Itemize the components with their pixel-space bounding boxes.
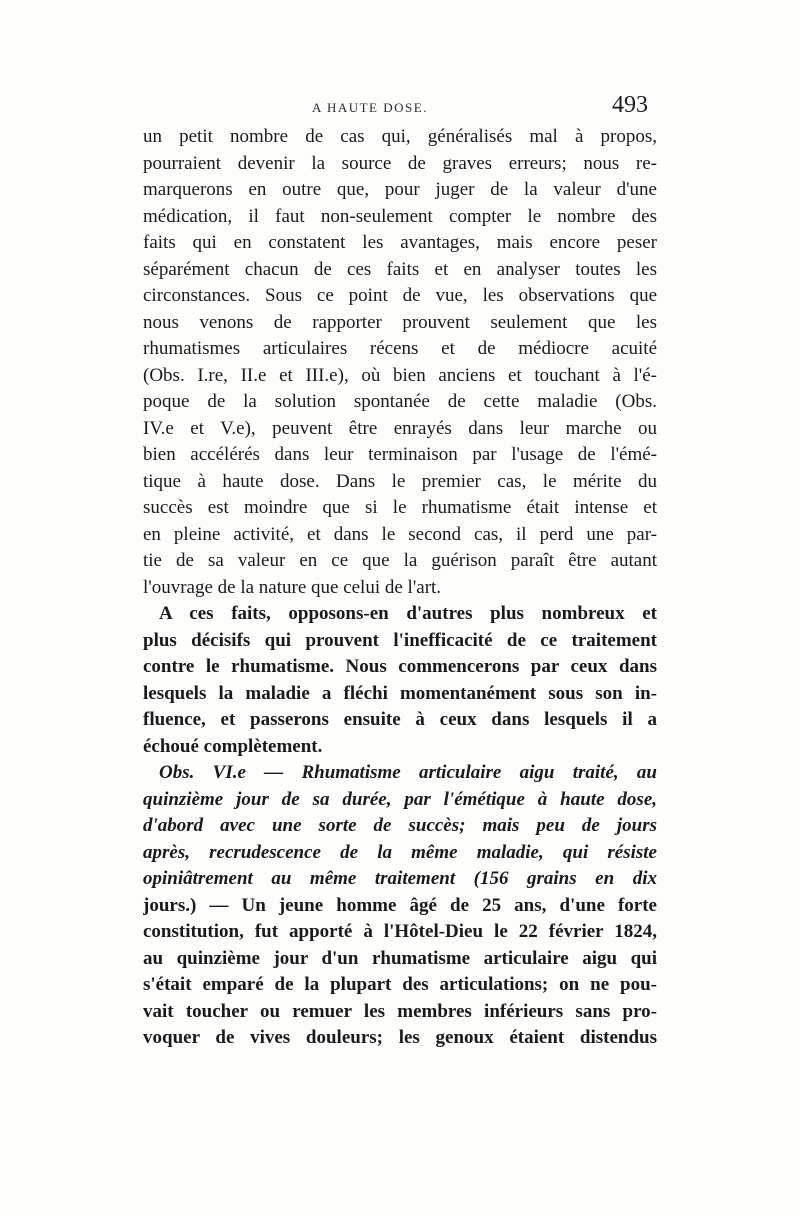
text-line: (Obs. I.re, II.e et III.e), où bien anciens et touchant à l'é- bbox=[143, 364, 657, 386]
text-line: constitution, fut apporté à l'Hôtel-Dieu le 22 février 1824, bbox=[143, 921, 657, 942]
text-line: contre le rhumatisme. Nous commencerons par ceux dans bbox=[143, 656, 657, 677]
text-line: A ces faits, opposons-en d'autres plus nombreux et bbox=[159, 603, 657, 624]
text-line: IV.e et V.e), peuvent être enrayés dans leur marche ou bbox=[143, 417, 657, 439]
text-line: l'ouvrage de la nature que celui de l'art. bbox=[143, 576, 442, 598]
text-line: d'abord avec une sorte de succès; mais peu de jours bbox=[143, 815, 657, 836]
text-line: plus décisifs qui prouvent l'inefficacité de ce traitement bbox=[143, 629, 657, 651]
text-line: au quinzième jour d'un rhumatisme articulaire aigu qui bbox=[143, 947, 657, 969]
text-line: en pleine activité, et dans le second cas, il perd une par- bbox=[143, 523, 657, 545]
text-line: échoué complètement. bbox=[143, 735, 323, 757]
text-line: poque de la solution spontanée de cette maladie (Obs. bbox=[143, 391, 657, 412]
text-line: voquer de vives douleurs; les genoux étaient distendus bbox=[143, 1027, 657, 1048]
text-line: séparément chacun de ces faits et en analyser toutes les bbox=[143, 258, 657, 280]
text-line: marquerons en outre que, pour juger de la valeur d'une bbox=[143, 179, 657, 200]
text-line: nous venons de rapporter prouvent seulement que les bbox=[143, 311, 657, 333]
text-line: faits qui en constatent les avantages, mais encore peser bbox=[143, 232, 657, 253]
text-line: après, recrudescence de la même maladie, qui résiste bbox=[143, 841, 657, 863]
text-line: lesquels la maladie a fléchi momentanément sous son in- bbox=[143, 682, 657, 704]
page-number: 493 bbox=[612, 92, 648, 118]
text-line: circonstances. Sous ce point de vue, les observations que bbox=[143, 285, 657, 306]
text-line: tique à haute dose. Dans le premier cas, le mérite du bbox=[143, 470, 657, 492]
text-line: rhumatismes articulaires récens et de médiocre acuité bbox=[143, 338, 657, 359]
text-line: Obs. VI.e — Rhumatisme articulaire aigu traité, au bbox=[159, 762, 657, 783]
text-line: fluence, et passerons ensuite à ceux dans lesquels il a bbox=[143, 709, 657, 730]
text-line: pourraient devenir la source de graves erreurs; nous re- bbox=[143, 152, 657, 174]
text-line: opiniâtrement au même traitement (156 grains en dix bbox=[143, 868, 657, 889]
text-line: s'était emparé de la plupart des articulations; on ne pou- bbox=[143, 974, 657, 995]
text-line: bien accélérés dans leur terminaison par l'usage de l'émé- bbox=[143, 444, 657, 465]
text-line: médication, il faut non-seulement compter le nombre des bbox=[143, 205, 657, 227]
text-line: quinzième jour de sa durée, par l'émétique à haute dose, bbox=[143, 788, 657, 810]
text-line: vait toucher ou remuer les membres inférieurs sans pro- bbox=[143, 1000, 657, 1022]
body-text bbox=[143, 124, 657, 1052]
text-line: tie de sa valeur en ce que la guérison paraît être autant bbox=[143, 550, 657, 571]
text-line: succès est moindre que si le rhumatisme était intense et bbox=[143, 497, 657, 518]
text-line: jours.) — Un jeune homme âgé de 25 ans, d'une forte bbox=[143, 894, 657, 916]
text-line: un petit nombre de cas qui, généralisés mal à propos, bbox=[143, 126, 657, 147]
running-head: A HAUTE DOSE. bbox=[312, 100, 428, 115]
